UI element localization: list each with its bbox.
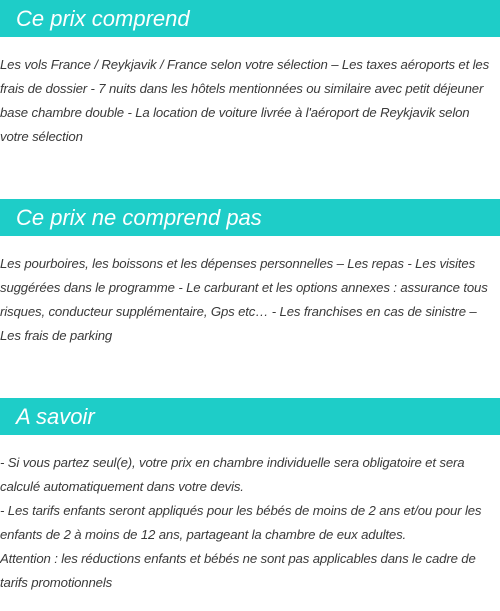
section-text-included: Les vols France / Reykjavik / France selon votre sélection – Les taxes aéroports et les frais de dossier - 7 nuits dans les hôtels mentionnées ou similaire avec petit déjeuner base chambre double - La location de voiture livrée à l'aéroport de Reykjavik selon votre sélection (0, 57, 490, 144)
section-text-not-included: Les pourboires, les boissons et les dépenses personnelles – Les repas - Les visites suggérées dans le programme - Le carburant et les options annexes : assurance tous risques, conducteur supplémentaire, Gps etc… - Les franchises en cas de sinistre – Les frais de parking (0, 256, 488, 343)
section-title-included: Ce prix comprend (0, 0, 500, 37)
info-line-single-supplement: - Si vous partez seul(e), votre prix en chambre individuelle sera obligatoire et sera calculé automatiquement dans votre devis. (0, 455, 465, 494)
section-title-to-know: A savoir (0, 398, 500, 435)
section-text-to-know (0, 451, 500, 595)
info-line-attention: Attention : les réductions enfants et bébés ne sont pas applicables dans le cadre de tarifs promotionnels (0, 551, 476, 590)
section-title-not-included: Ce prix ne comprend pas (0, 199, 500, 236)
info-line-child-rates: - Les tarifs enfants seront appliqués pour les bébés de moins de 2 ans et/ou pour les enfants de 2 à moins de 12 ans, partageant la chambre de eux adultes. (0, 503, 482, 542)
